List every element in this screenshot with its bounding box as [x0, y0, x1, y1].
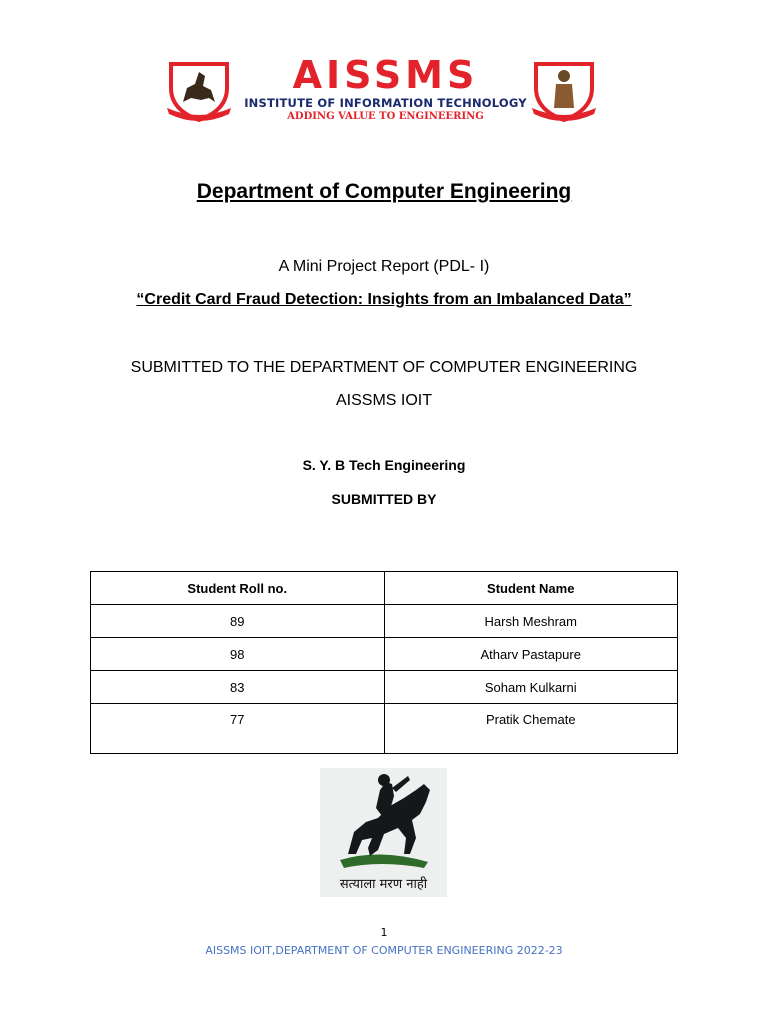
roll-number-cell: 83	[91, 671, 385, 704]
student-name-cell: Pratik Chemate	[384, 704, 678, 754]
submitted-by-heading: SUBMITTED BY	[331, 491, 437, 507]
table-row	[91, 605, 678, 638]
table-row	[91, 671, 678, 704]
table-row	[91, 638, 678, 671]
statue-image	[320, 768, 447, 872]
institute-logo	[165, 52, 605, 132]
brand-tagline: ADDING VALUE TO ENGINEERING	[287, 111, 484, 122]
emblem-caption: सत्याला मरण नाही	[339, 877, 428, 892]
brand-name: AISSMS	[292, 53, 479, 97]
submitted-to-line2: AISSMS IOIT	[335, 392, 432, 409]
column-header-roll: Student Roll no.	[91, 572, 385, 605]
report-type: A Mini Project Report (PDL- I)	[278, 258, 490, 275]
year-line: S. Y. B Tech Engineering	[302, 457, 466, 473]
equestrian-statue-emblem	[320, 768, 447, 897]
institute-name: INSTITUTE OF INFORMATION TECHNOLOGY	[244, 96, 527, 110]
brand-block	[243, 52, 528, 124]
student-name-cell: Soham Kulkarni	[384, 671, 678, 704]
table-header-row	[91, 572, 678, 605]
project-title: “Credit Card Fraud Detection: Insights from an Imbalanced Data”	[136, 291, 632, 308]
student-name-cell: Harsh Meshram	[384, 605, 678, 638]
page-number: 1	[380, 926, 388, 939]
student-name-cell: Atharv Pastapure	[384, 638, 678, 671]
roll-number-cell: 77	[91, 704, 385, 754]
left-crest-emblem	[165, 58, 233, 122]
table-row	[91, 704, 678, 754]
roll-number-cell: 98	[91, 638, 385, 671]
roll-number-cell: 89	[91, 605, 385, 638]
column-header-name: Student Name	[384, 572, 678, 605]
page-footer: AISSMS IOIT,DEPARTMENT OF COMPUTER ENGINEERING 2022-23	[205, 944, 563, 957]
department-heading: Department of Computer Engineering	[196, 180, 572, 203]
right-crest-emblem	[530, 58, 598, 122]
student-table	[90, 571, 678, 754]
submitted-to-line1: SUBMITTED TO THE DEPARTMENT OF COMPUTER ENGINEERING	[130, 359, 638, 376]
